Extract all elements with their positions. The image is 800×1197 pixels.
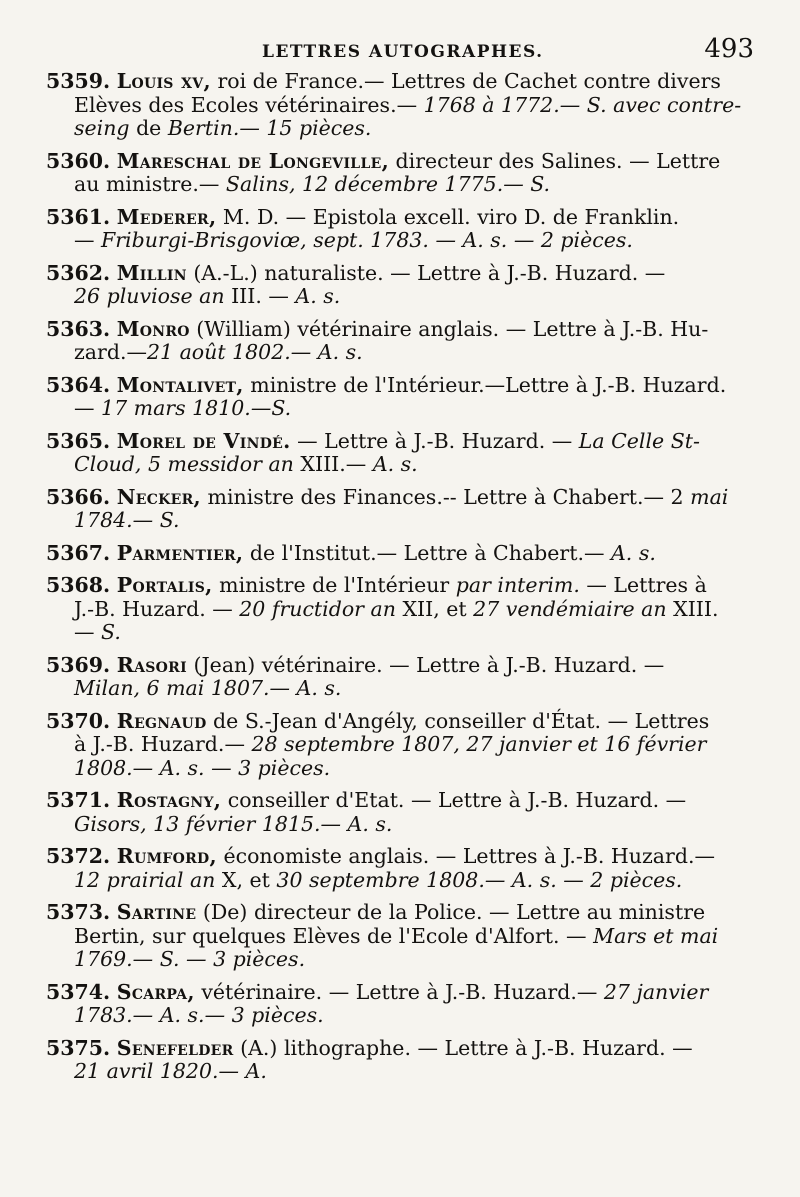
entry-number: 5364.: [46, 372, 111, 397]
entry-line: [46, 981, 760, 1005]
catalogue-entry: [46, 789, 760, 836]
entry-italic-text: Friburgi-Brisgoviœ, sept. 1783. — A. s. — 2 pièces.: [101, 228, 633, 252]
entry-line: [46, 262, 760, 286]
entry-number: 5374.: [46, 979, 111, 1004]
entry-line: [46, 542, 760, 566]
entry-italic-text: 1808.— A. s. — 3 pièces.: [74, 755, 331, 780]
entry-text: —: [74, 396, 102, 420]
entry-line: [46, 509, 760, 533]
entry-line: [46, 813, 760, 837]
entry-number: 5365.: [46, 428, 111, 453]
entry-name: Rasori: [116, 652, 187, 677]
entry-italic-text: Cloud, 5 messidor an: [74, 452, 294, 476]
entry-line: [46, 845, 760, 869]
entry-text: Elèves des Ecoles vétérinaires.—: [74, 92, 424, 117]
entry-line: [46, 654, 760, 678]
entry-number: 5372.: [46, 844, 111, 868]
catalogue-entry: [46, 981, 760, 1028]
entry-text: à J.-B. Huzard.—: [74, 732, 252, 756]
entry-line: [46, 173, 760, 197]
catalogue-entry: [46, 486, 760, 533]
entry-italic-text: 26 pluviose an: [74, 284, 225, 308]
entry-line: [46, 150, 760, 174]
catalogue-entry: [46, 318, 760, 365]
entry-text: XIII.—: [293, 452, 373, 476]
entry-line: [46, 948, 760, 972]
page-number: 493: [704, 34, 754, 64]
entry-italic-text: Bertin.— 15 pièces.: [167, 116, 372, 140]
catalogue-entry: [46, 574, 760, 645]
entry-text: au ministre.—: [74, 172, 226, 196]
entry-name: Monro: [116, 316, 190, 341]
entry-name: Morel de Vindé.: [116, 428, 291, 453]
entry-number: 5363.: [46, 316, 111, 341]
entry-text: ministre de l'Intérieur.—Lettre à J.-B. Huzard.: [250, 372, 727, 397]
entry-number: 5367.: [46, 540, 111, 565]
entry-number: 5362.: [46, 260, 111, 285]
entry-line: [46, 374, 760, 398]
entry-italic-text: 1768 à 1772.— S. avec contre-: [423, 92, 742, 117]
entry-name: Portalis,: [116, 573, 213, 597]
entry-list: [46, 70, 760, 1093]
entry-italic-text: A. s.: [611, 540, 656, 565]
entry-name: Parmentier,: [116, 540, 244, 565]
entry-text: de l'Institut.— Lettre à Chabert.—: [249, 540, 611, 565]
entry-line: [46, 206, 760, 230]
catalogue-entry: [46, 262, 760, 309]
entry-italic-text: 1783.— A. s.— 3 pièces.: [74, 1003, 324, 1027]
entry-line: [46, 574, 760, 598]
entry-name: Louis xv,: [116, 69, 211, 93]
entry-text: XII, et: [395, 596, 474, 621]
entry-name: Montalivet,: [116, 372, 244, 397]
entry-italic-text: 17 mars 1810.—S.: [101, 396, 292, 420]
catalogue-entry: [46, 150, 760, 197]
entry-line: [46, 94, 760, 118]
entry-number: 5375.: [46, 1035, 111, 1060]
entry-line: [46, 733, 760, 757]
entry-italic-text: 1784.— S.: [74, 508, 180, 532]
entry-italic-text: par interim.: [455, 573, 580, 597]
catalogue-entry: [46, 1037, 760, 1084]
entry-name: Rumford,: [116, 844, 217, 868]
entry-line: [46, 621, 760, 645]
entry-number: 5370.: [46, 708, 111, 733]
entry-italic-text: mai: [690, 484, 729, 509]
entry-text: zard.—: [74, 340, 147, 364]
entry-name: Necker,: [116, 484, 201, 509]
entry-line: [46, 869, 760, 893]
entry-line: [46, 285, 760, 309]
entry-italic-text: seing: [74, 116, 130, 140]
entry-text: de: [129, 116, 168, 140]
entry-number: 5371.: [46, 788, 111, 812]
entry-italic-text: Mars et mai: [593, 923, 719, 948]
entry-number: 5359.: [46, 69, 111, 93]
entry-text: Bertin, sur quelques Elèves de l'Ecole d'Alfort. —: [74, 923, 594, 948]
entry-italic-text: La Celle St-: [578, 428, 700, 453]
entry-line: [46, 1004, 760, 1028]
entry-italic-text: 27 janvier: [603, 979, 709, 1004]
entry-name: Rostagny,: [116, 788, 222, 812]
entry-italic-text: Milan, 6 mai 1807.— A. s.: [74, 676, 342, 700]
entry-number: 5373.: [46, 900, 111, 924]
entry-name: Millin: [116, 260, 187, 285]
entry-italic-text: A. s.: [295, 284, 341, 308]
entry-italic-text: Salins, 12 décembre 1775.— S.: [225, 172, 551, 196]
entry-line: [46, 901, 760, 925]
entry-text: XIII.: [666, 596, 719, 621]
entry-italic-text: 27 vendémiaire an: [473, 596, 667, 621]
entry-line: [46, 117, 760, 141]
entry-text: — Lettres à: [579, 573, 707, 597]
entry-line: [46, 757, 760, 781]
entry-text: (De) directeur de la Police. — Lettre au ministre: [202, 900, 706, 924]
page-header: [40, 34, 754, 68]
entry-italic-text: 21 avril 1820.— A.: [74, 1059, 267, 1083]
entry-italic-text: Gisors, 13 février 1815.— A. s.: [74, 811, 393, 836]
entry-text: (William) vétérinaire anglais. — Lettre à J.-B. Hu-: [196, 316, 709, 341]
entry-text: roi de France.— Lettres de Cachet contre divers: [217, 69, 721, 93]
entry-line: [46, 70, 760, 94]
entry-name: Mederer,: [116, 204, 217, 229]
entry-text: (Jean) vétérinaire. — Lettre à J.-B. Huzard. —: [193, 652, 665, 677]
entry-name: Senefelder: [116, 1035, 234, 1060]
entry-line: [46, 677, 760, 701]
entry-text: économiste anglais. — Lettres à J.-B. Huzard.—: [223, 844, 715, 868]
entry-line: [46, 925, 760, 949]
entry-text: —: [74, 620, 102, 644]
entry-text: III. —: [224, 284, 296, 308]
entry-number: 5368.: [46, 573, 111, 597]
entry-line: [46, 453, 760, 477]
entry-text: —: [74, 228, 102, 252]
entry-line: [46, 229, 760, 253]
entry-text: directeur des Salines. — Lettre: [395, 148, 721, 173]
entry-text: ministre des Finances.-- Lettre à Chabert.— 2: [207, 484, 691, 509]
entry-line: [46, 318, 760, 342]
entry-text: M. D. — Epistola excell. viro D. de Franklin.: [222, 204, 680, 229]
entry-italic-text: 28 septembre 1807, 27 janvier et 16 février: [251, 732, 707, 756]
catalogue-entry: [46, 710, 760, 781]
entry-text: (A.-L.) naturaliste. — Lettre à J.-B. Huzard. —: [193, 260, 666, 285]
entry-italic-text: 30 septembre 1808.— A. s. — 2 pièces.: [276, 867, 683, 892]
entry-line: [46, 598, 760, 622]
entry-line: [46, 430, 760, 454]
entry-italic-text: 1769.— S. — 3 pièces.: [74, 947, 306, 971]
entry-line: [46, 397, 760, 421]
entry-number: 5360.: [46, 148, 111, 173]
entry-name: Sartine: [116, 900, 197, 924]
entry-name: Regnaud: [116, 708, 207, 733]
entry-text: — Lettre à J.-B. Huzard. —: [297, 428, 579, 453]
entry-line: [46, 789, 760, 813]
entry-number: 5361.: [46, 204, 111, 229]
catalogue-entry: [46, 206, 760, 253]
entry-text: conseiller d'Etat. — Lettre à J.-B. Huzard. —: [227, 788, 687, 812]
catalogue-entry: [46, 430, 760, 477]
entry-italic-text: 20 fructidor an: [239, 596, 396, 621]
entry-italic-text: A. s.: [372, 452, 418, 476]
entry-italic-text: S.: [101, 620, 121, 644]
running-title: LETTRES AUTOGRAPHES.: [262, 42, 544, 62]
entry-text: (A.) lithographe. — Lettre à J.-B. Huzard. —: [240, 1035, 693, 1060]
entry-text: vétérinaire. — Lettre à J.-B. Huzard.—: [201, 979, 604, 1004]
catalogue-entry: [46, 542, 760, 566]
catalogue-entry: [46, 845, 760, 892]
entry-line: [46, 486, 760, 510]
catalogue-entry: [46, 901, 760, 972]
entry-number: 5366.: [46, 484, 111, 509]
entry-number: 5369.: [46, 652, 111, 677]
entry-line: [46, 1060, 760, 1084]
entry-line: [46, 341, 760, 365]
catalogue-entry: [46, 374, 760, 421]
entry-text: ministre de l'Intérieur: [219, 573, 456, 597]
entry-line: [46, 1037, 760, 1061]
entry-italic-text: 21 août 1802.— A. s.: [146, 340, 363, 364]
entry-name: Scarpa,: [116, 979, 195, 1004]
entry-text: J.-B. Huzard. —: [74, 596, 240, 621]
entry-text: X, et: [215, 867, 277, 892]
entry-name: Mareschal de Longeville,: [116, 148, 390, 173]
catalogue-entry: [46, 70, 760, 141]
entry-text: de S.-Jean d'Angély, conseiller d'État. — Lettres: [213, 708, 710, 733]
catalogue-entry: [46, 654, 760, 701]
entry-line: [46, 710, 760, 734]
entry-italic-text: 12 prairial an: [74, 867, 216, 892]
